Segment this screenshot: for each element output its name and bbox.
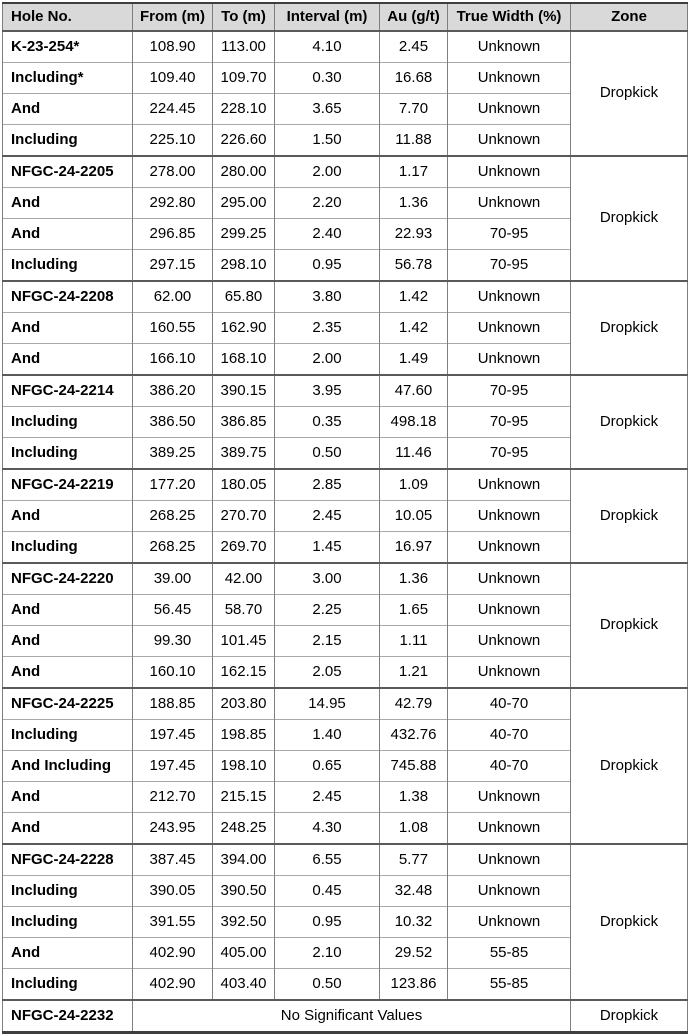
true-width-cell: 70-95: [448, 438, 571, 470]
hole-cell: And: [3, 344, 133, 376]
hole-cell: Including: [3, 250, 133, 282]
hole-cell: NFGC-24-2232: [3, 1000, 133, 1033]
hole-cell: And: [3, 626, 133, 657]
au-cell: 11.88: [380, 125, 448, 157]
from-cell: 297.15: [133, 250, 213, 282]
hole-cell: And: [3, 188, 133, 219]
hole-cell: And: [3, 782, 133, 813]
interval-cell: 4.10: [275, 31, 380, 63]
column-header-hole-no: Hole No.: [3, 3, 133, 31]
from-cell: 243.95: [133, 813, 213, 845]
true-width-cell: Unknown: [448, 344, 571, 376]
hole-cell: NFGC-24-2205: [3, 156, 133, 188]
table-body: [3, 31, 688, 1033]
true-width-cell: Unknown: [448, 31, 571, 63]
interval-cell: 0.50: [275, 438, 380, 470]
to-cell: 270.70: [213, 501, 275, 532]
true-width-cell: Unknown: [448, 94, 571, 125]
true-width-cell: Unknown: [448, 813, 571, 845]
true-width-cell: 40-70: [448, 751, 571, 782]
interval-cell: 1.40: [275, 720, 380, 751]
true-width-cell: Unknown: [448, 313, 571, 344]
au-cell: 1.36: [380, 563, 448, 595]
true-width-cell: Unknown: [448, 595, 571, 626]
interval-cell: 2.35: [275, 313, 380, 344]
from-cell: 402.90: [133, 938, 213, 969]
hole-cell: Including*: [3, 63, 133, 94]
to-cell: 248.25: [213, 813, 275, 845]
from-cell: 296.85: [133, 219, 213, 250]
to-cell: 42.00: [213, 563, 275, 595]
from-cell: 177.20: [133, 469, 213, 501]
zone-cell: Dropkick: [571, 1000, 688, 1033]
au-cell: 5.77: [380, 844, 448, 876]
column-header-interval: Interval (m): [275, 3, 380, 31]
hole-cell: NFGC-24-2214: [3, 375, 133, 407]
from-cell: 391.55: [133, 907, 213, 938]
true-width-cell: Unknown: [448, 63, 571, 94]
zone-cell: Dropkick: [571, 281, 688, 375]
to-cell: 162.15: [213, 657, 275, 689]
drill-results-table: [2, 2, 688, 1034]
hole-cell: And: [3, 219, 133, 250]
interval-cell: 2.25: [275, 595, 380, 626]
to-cell: 403.40: [213, 969, 275, 1001]
au-cell: 29.52: [380, 938, 448, 969]
true-width-cell: 55-85: [448, 969, 571, 1001]
hole-cell: And: [3, 94, 133, 125]
from-cell: 56.45: [133, 595, 213, 626]
to-cell: 386.85: [213, 407, 275, 438]
hole-cell: And: [3, 657, 133, 689]
from-cell: 387.45: [133, 844, 213, 876]
from-cell: 109.40: [133, 63, 213, 94]
to-cell: 198.10: [213, 751, 275, 782]
hole-cell: NFGC-24-2219: [3, 469, 133, 501]
au-cell: 22.93: [380, 219, 448, 250]
table-row: [3, 844, 688, 876]
to-cell: 392.50: [213, 907, 275, 938]
hole-cell: And: [3, 313, 133, 344]
hole-cell: Including: [3, 720, 133, 751]
to-cell: 228.10: [213, 94, 275, 125]
zone-cell: Dropkick: [571, 31, 688, 156]
interval-cell: 0.45: [275, 876, 380, 907]
to-cell: 389.75: [213, 438, 275, 470]
true-width-cell: Unknown: [448, 532, 571, 564]
interval-cell: 3.80: [275, 281, 380, 313]
from-cell: 268.25: [133, 532, 213, 564]
to-cell: 298.10: [213, 250, 275, 282]
to-cell: 390.15: [213, 375, 275, 407]
au-cell: 1.42: [380, 313, 448, 344]
interval-cell: 2.10: [275, 938, 380, 969]
au-cell: 1.11: [380, 626, 448, 657]
interval-cell: 0.30: [275, 63, 380, 94]
from-cell: 224.45: [133, 94, 213, 125]
true-width-cell: Unknown: [448, 782, 571, 813]
hole-cell: Including: [3, 407, 133, 438]
to-cell: 215.15: [213, 782, 275, 813]
hole-cell: Including: [3, 125, 133, 157]
table-row: [3, 469, 688, 501]
from-cell: 39.00: [133, 563, 213, 595]
to-cell: 180.05: [213, 469, 275, 501]
hole-cell: Including: [3, 438, 133, 470]
from-cell: 188.85: [133, 688, 213, 720]
true-width-cell: Unknown: [448, 188, 571, 219]
interval-cell: 2.45: [275, 782, 380, 813]
table-row: [3, 156, 688, 188]
column-header-au: Au (g/t): [380, 3, 448, 31]
hole-cell: NFGC-24-2208: [3, 281, 133, 313]
table-row: [3, 31, 688, 63]
true-width-cell: 70-95: [448, 407, 571, 438]
interval-cell: 0.50: [275, 969, 380, 1001]
from-cell: 160.55: [133, 313, 213, 344]
true-width-cell: Unknown: [448, 125, 571, 157]
from-cell: 386.50: [133, 407, 213, 438]
from-cell: 212.70: [133, 782, 213, 813]
au-cell: 47.60: [380, 375, 448, 407]
true-width-cell: Unknown: [448, 156, 571, 188]
zone-cell: Dropkick: [571, 375, 688, 469]
table-row: [3, 688, 688, 720]
true-width-cell: Unknown: [448, 626, 571, 657]
true-width-cell: Unknown: [448, 281, 571, 313]
zone-cell: Dropkick: [571, 156, 688, 281]
au-cell: 1.17: [380, 156, 448, 188]
to-cell: 280.00: [213, 156, 275, 188]
to-cell: 295.00: [213, 188, 275, 219]
from-cell: 62.00: [133, 281, 213, 313]
true-width-cell: 70-95: [448, 219, 571, 250]
interval-cell: 0.95: [275, 250, 380, 282]
hole-cell: And: [3, 595, 133, 626]
from-cell: 292.80: [133, 188, 213, 219]
au-cell: 2.45: [380, 31, 448, 63]
from-cell: 108.90: [133, 31, 213, 63]
interval-cell: 2.40: [275, 219, 380, 250]
au-cell: 1.21: [380, 657, 448, 689]
au-cell: 10.05: [380, 501, 448, 532]
au-cell: 1.36: [380, 188, 448, 219]
interval-cell: 0.95: [275, 907, 380, 938]
interval-cell: 4.30: [275, 813, 380, 845]
true-width-cell: Unknown: [448, 501, 571, 532]
to-cell: 58.70: [213, 595, 275, 626]
from-cell: 386.20: [133, 375, 213, 407]
hole-cell: NFGC-24-2220: [3, 563, 133, 595]
table-row: [3, 281, 688, 313]
au-cell: 432.76: [380, 720, 448, 751]
true-width-cell: 40-70: [448, 688, 571, 720]
to-cell: 162.90: [213, 313, 275, 344]
au-cell: 1.42: [380, 281, 448, 313]
interval-cell: 2.85: [275, 469, 380, 501]
from-cell: 268.25: [133, 501, 213, 532]
zone-cell: Dropkick: [571, 844, 688, 1000]
column-header-zone: Zone: [571, 3, 688, 31]
interval-cell: 1.45: [275, 532, 380, 564]
interval-cell: 1.50: [275, 125, 380, 157]
hole-cell: And Including: [3, 751, 133, 782]
to-cell: 203.80: [213, 688, 275, 720]
interval-cell: 0.65: [275, 751, 380, 782]
to-cell: 168.10: [213, 344, 275, 376]
from-cell: 225.10: [133, 125, 213, 157]
interval-cell: 2.00: [275, 344, 380, 376]
true-width-cell: Unknown: [448, 469, 571, 501]
hole-cell: Including: [3, 532, 133, 564]
au-cell: 7.70: [380, 94, 448, 125]
from-cell: 166.10: [133, 344, 213, 376]
true-width-cell: 70-95: [448, 375, 571, 407]
au-cell: 16.97: [380, 532, 448, 564]
from-cell: 390.05: [133, 876, 213, 907]
to-cell: 65.80: [213, 281, 275, 313]
to-cell: 390.50: [213, 876, 275, 907]
column-header-from: From (m): [133, 3, 213, 31]
interval-cell: 2.05: [275, 657, 380, 689]
au-cell: 498.18: [380, 407, 448, 438]
to-cell: 394.00: [213, 844, 275, 876]
au-cell: 1.65: [380, 595, 448, 626]
no-significant-values-cell: No Significant Values: [133, 1000, 571, 1033]
from-cell: 160.10: [133, 657, 213, 689]
column-header-to: To (m): [213, 3, 275, 31]
hole-cell: NFGC-24-2228: [3, 844, 133, 876]
to-cell: 101.45: [213, 626, 275, 657]
true-width-cell: 70-95: [448, 250, 571, 282]
from-cell: 197.45: [133, 751, 213, 782]
to-cell: 405.00: [213, 938, 275, 969]
hole-cell: And: [3, 938, 133, 969]
hole-cell: Including: [3, 907, 133, 938]
header-row: [3, 3, 688, 31]
to-cell: 109.70: [213, 63, 275, 94]
table-row: [3, 563, 688, 595]
to-cell: 113.00: [213, 31, 275, 63]
hole-cell: NFGC-24-2225: [3, 688, 133, 720]
from-cell: 402.90: [133, 969, 213, 1001]
to-cell: 226.60: [213, 125, 275, 157]
au-cell: 56.78: [380, 250, 448, 282]
true-width-cell: Unknown: [448, 844, 571, 876]
true-width-cell: 55-85: [448, 938, 571, 969]
au-cell: 123.86: [380, 969, 448, 1001]
to-cell: 299.25: [213, 219, 275, 250]
hole-cell: Including: [3, 876, 133, 907]
au-cell: 1.09: [380, 469, 448, 501]
au-cell: 1.49: [380, 344, 448, 376]
from-cell: 278.00: [133, 156, 213, 188]
zone-cell: Dropkick: [571, 469, 688, 563]
zone-cell: Dropkick: [571, 688, 688, 844]
au-cell: 11.46: [380, 438, 448, 470]
au-cell: 745.88: [380, 751, 448, 782]
hole-cell: And: [3, 813, 133, 845]
au-cell: 42.79: [380, 688, 448, 720]
au-cell: 10.32: [380, 907, 448, 938]
hole-cell: And: [3, 501, 133, 532]
interval-cell: 2.15: [275, 626, 380, 657]
column-header-true-width: True Width (%): [448, 3, 571, 31]
interval-cell: 0.35: [275, 407, 380, 438]
hole-cell: Including: [3, 969, 133, 1001]
interval-cell: 3.65: [275, 94, 380, 125]
au-cell: 32.48: [380, 876, 448, 907]
au-cell: 1.38: [380, 782, 448, 813]
true-width-cell: Unknown: [448, 657, 571, 689]
interval-cell: 6.55: [275, 844, 380, 876]
interval-cell: 2.45: [275, 501, 380, 532]
interval-cell: 2.20: [275, 188, 380, 219]
interval-cell: 14.95: [275, 688, 380, 720]
au-cell: 16.68: [380, 63, 448, 94]
au-cell: 1.08: [380, 813, 448, 845]
true-width-cell: Unknown: [448, 876, 571, 907]
from-cell: 197.45: [133, 720, 213, 751]
to-cell: 269.70: [213, 532, 275, 564]
table-row: [3, 1000, 688, 1033]
from-cell: 389.25: [133, 438, 213, 470]
true-width-cell: Unknown: [448, 563, 571, 595]
interval-cell: 3.00: [275, 563, 380, 595]
zone-cell: Dropkick: [571, 563, 688, 688]
table-row: [3, 375, 688, 407]
to-cell: 198.85: [213, 720, 275, 751]
true-width-cell: Unknown: [448, 907, 571, 938]
true-width-cell: 40-70: [448, 720, 571, 751]
interval-cell: 3.95: [275, 375, 380, 407]
interval-cell: 2.00: [275, 156, 380, 188]
from-cell: 99.30: [133, 626, 213, 657]
hole-cell: K-23-254*: [3, 31, 133, 63]
